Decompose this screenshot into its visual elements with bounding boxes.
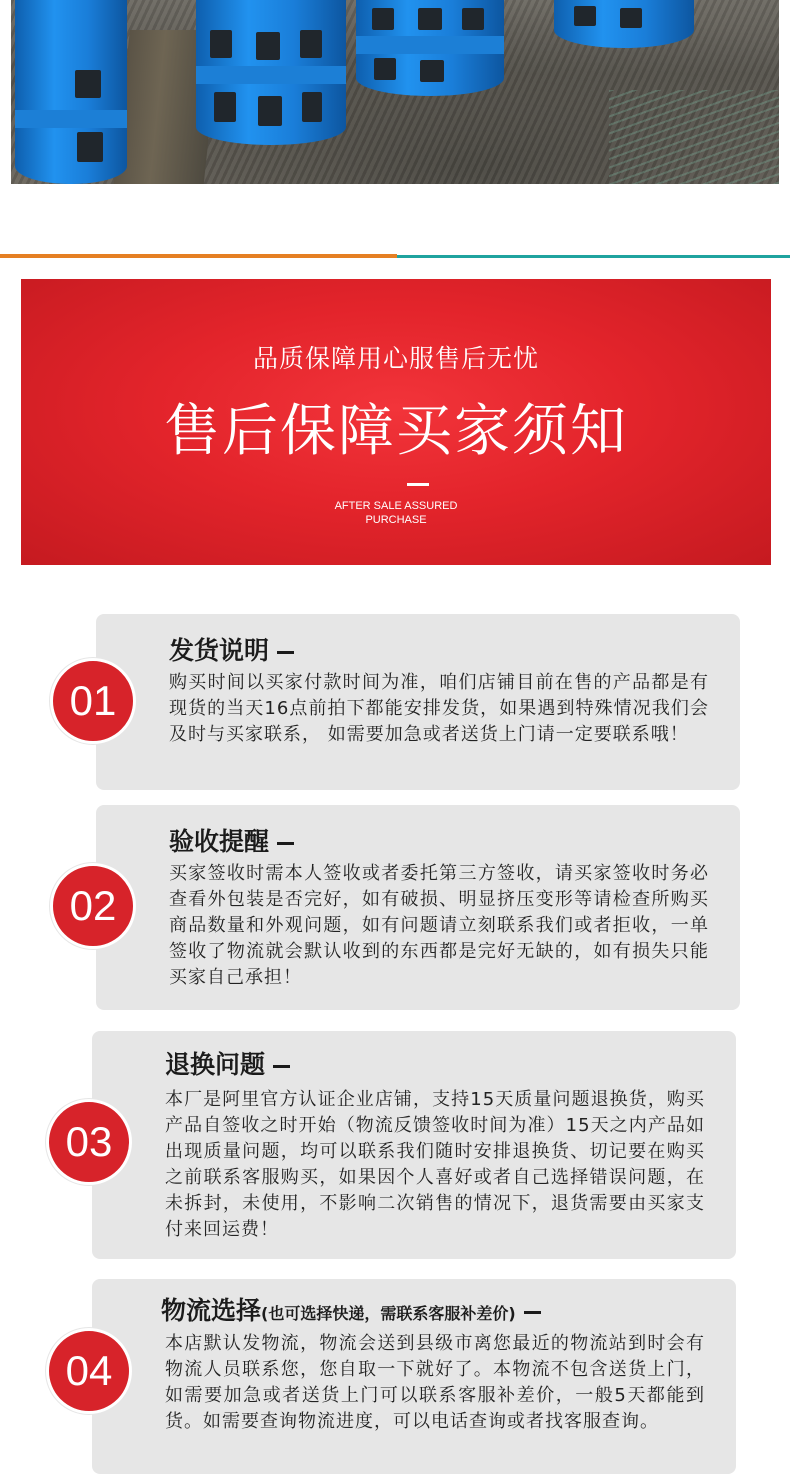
product-photo (11, 0, 779, 184)
section-heading (169, 822, 294, 858)
photo-drum-1 (15, 0, 127, 184)
section-number-badge: 01 (50, 658, 136, 744)
section-number-badge: 02 (50, 863, 136, 949)
section-card-logistics (92, 1279, 736, 1474)
section-card-shipping (96, 614, 740, 790)
banner-title: 售后保障买家须知 (164, 399, 628, 464)
heading-dash (273, 1065, 290, 1068)
section-heading (161, 1291, 541, 1327)
section-note: (也可选择快递，需联系客服补差价) (261, 1304, 516, 1323)
section-number-badge: 03 (46, 1099, 132, 1185)
section-heading (169, 631, 294, 667)
banner-subtitle: 品质保障用心服售后无忧 (252, 344, 539, 373)
section-title: 退换问题 (165, 1050, 266, 1079)
photo-drum-3 (356, 0, 504, 96)
section-body: 本店默认发物流，物流会送到县级市离您最近的物流站到时会有物流人员联系您，您自取一下就好了。本物流不包含送货上门，如需要加急或者送货上门可以联系客服补差价，一般5天都能到货。如需要查询物流进度，可以电话查询或者找客服查询。 (165, 1333, 705, 1432)
banner-dash (407, 483, 429, 486)
section-body: 买家签收时需本人签收或者委托第三方签收，请买家签收时务必查看外包装是否完好，如有破损、明显挤压变形等请检查所购买商品数量和外观问题，如有问题请立刻联系我们或者拒收，一单签收了物流就会默认收到的东西都是完好无缺的，如有损失只能买家自己承担！ (169, 863, 709, 988)
section-card-returns (92, 1031, 736, 1259)
divider-orange (0, 254, 397, 258)
photo-drum-2 (196, 0, 346, 145)
section-title: 物流选择 (161, 1296, 262, 1325)
section-number-badge: 04 (46, 1328, 132, 1414)
heading-dash (524, 1311, 541, 1314)
banner-english-line1: AFTER SALE ASSURED (334, 500, 458, 512)
section-title: 验收提醒 (169, 827, 270, 856)
section-body: 本厂是阿里官方认证企业店铺，支持15天质量问题退换货，购买产品自签收之时开始（物流反馈签收时间为准）15天之内产品如出现质量问题，均可以联系我们随时安排退换货、切记要在购买之前联系客服购买，如果因个人喜好或者自己选择错误问题，在未拆封，未使用，不影响二次销售的情况下，退货需要由买家支付来回运费！ (165, 1089, 705, 1240)
banner-english-line2: PURCHASE (365, 514, 427, 526)
photo-mesh (609, 90, 779, 184)
after-sale-banner (21, 279, 771, 565)
photo-drum-4 (554, 0, 694, 48)
heading-dash (277, 651, 294, 654)
section-title: 发货说明 (169, 636, 270, 665)
heading-dash (277, 842, 294, 845)
section-heading (165, 1045, 290, 1081)
section-card-inspection (96, 805, 740, 1010)
divider-teal (397, 255, 790, 258)
banner-english (21, 499, 771, 527)
section-body: 购买时间以买家付款时间为准，咱们店铺目前在售的产品都是有现货的当天16点前拍下都能安排发货，如果遇到特殊情况我们会及时与买家联系， 如需要加急或者送货上门请一定要联系哦！ (169, 672, 709, 745)
